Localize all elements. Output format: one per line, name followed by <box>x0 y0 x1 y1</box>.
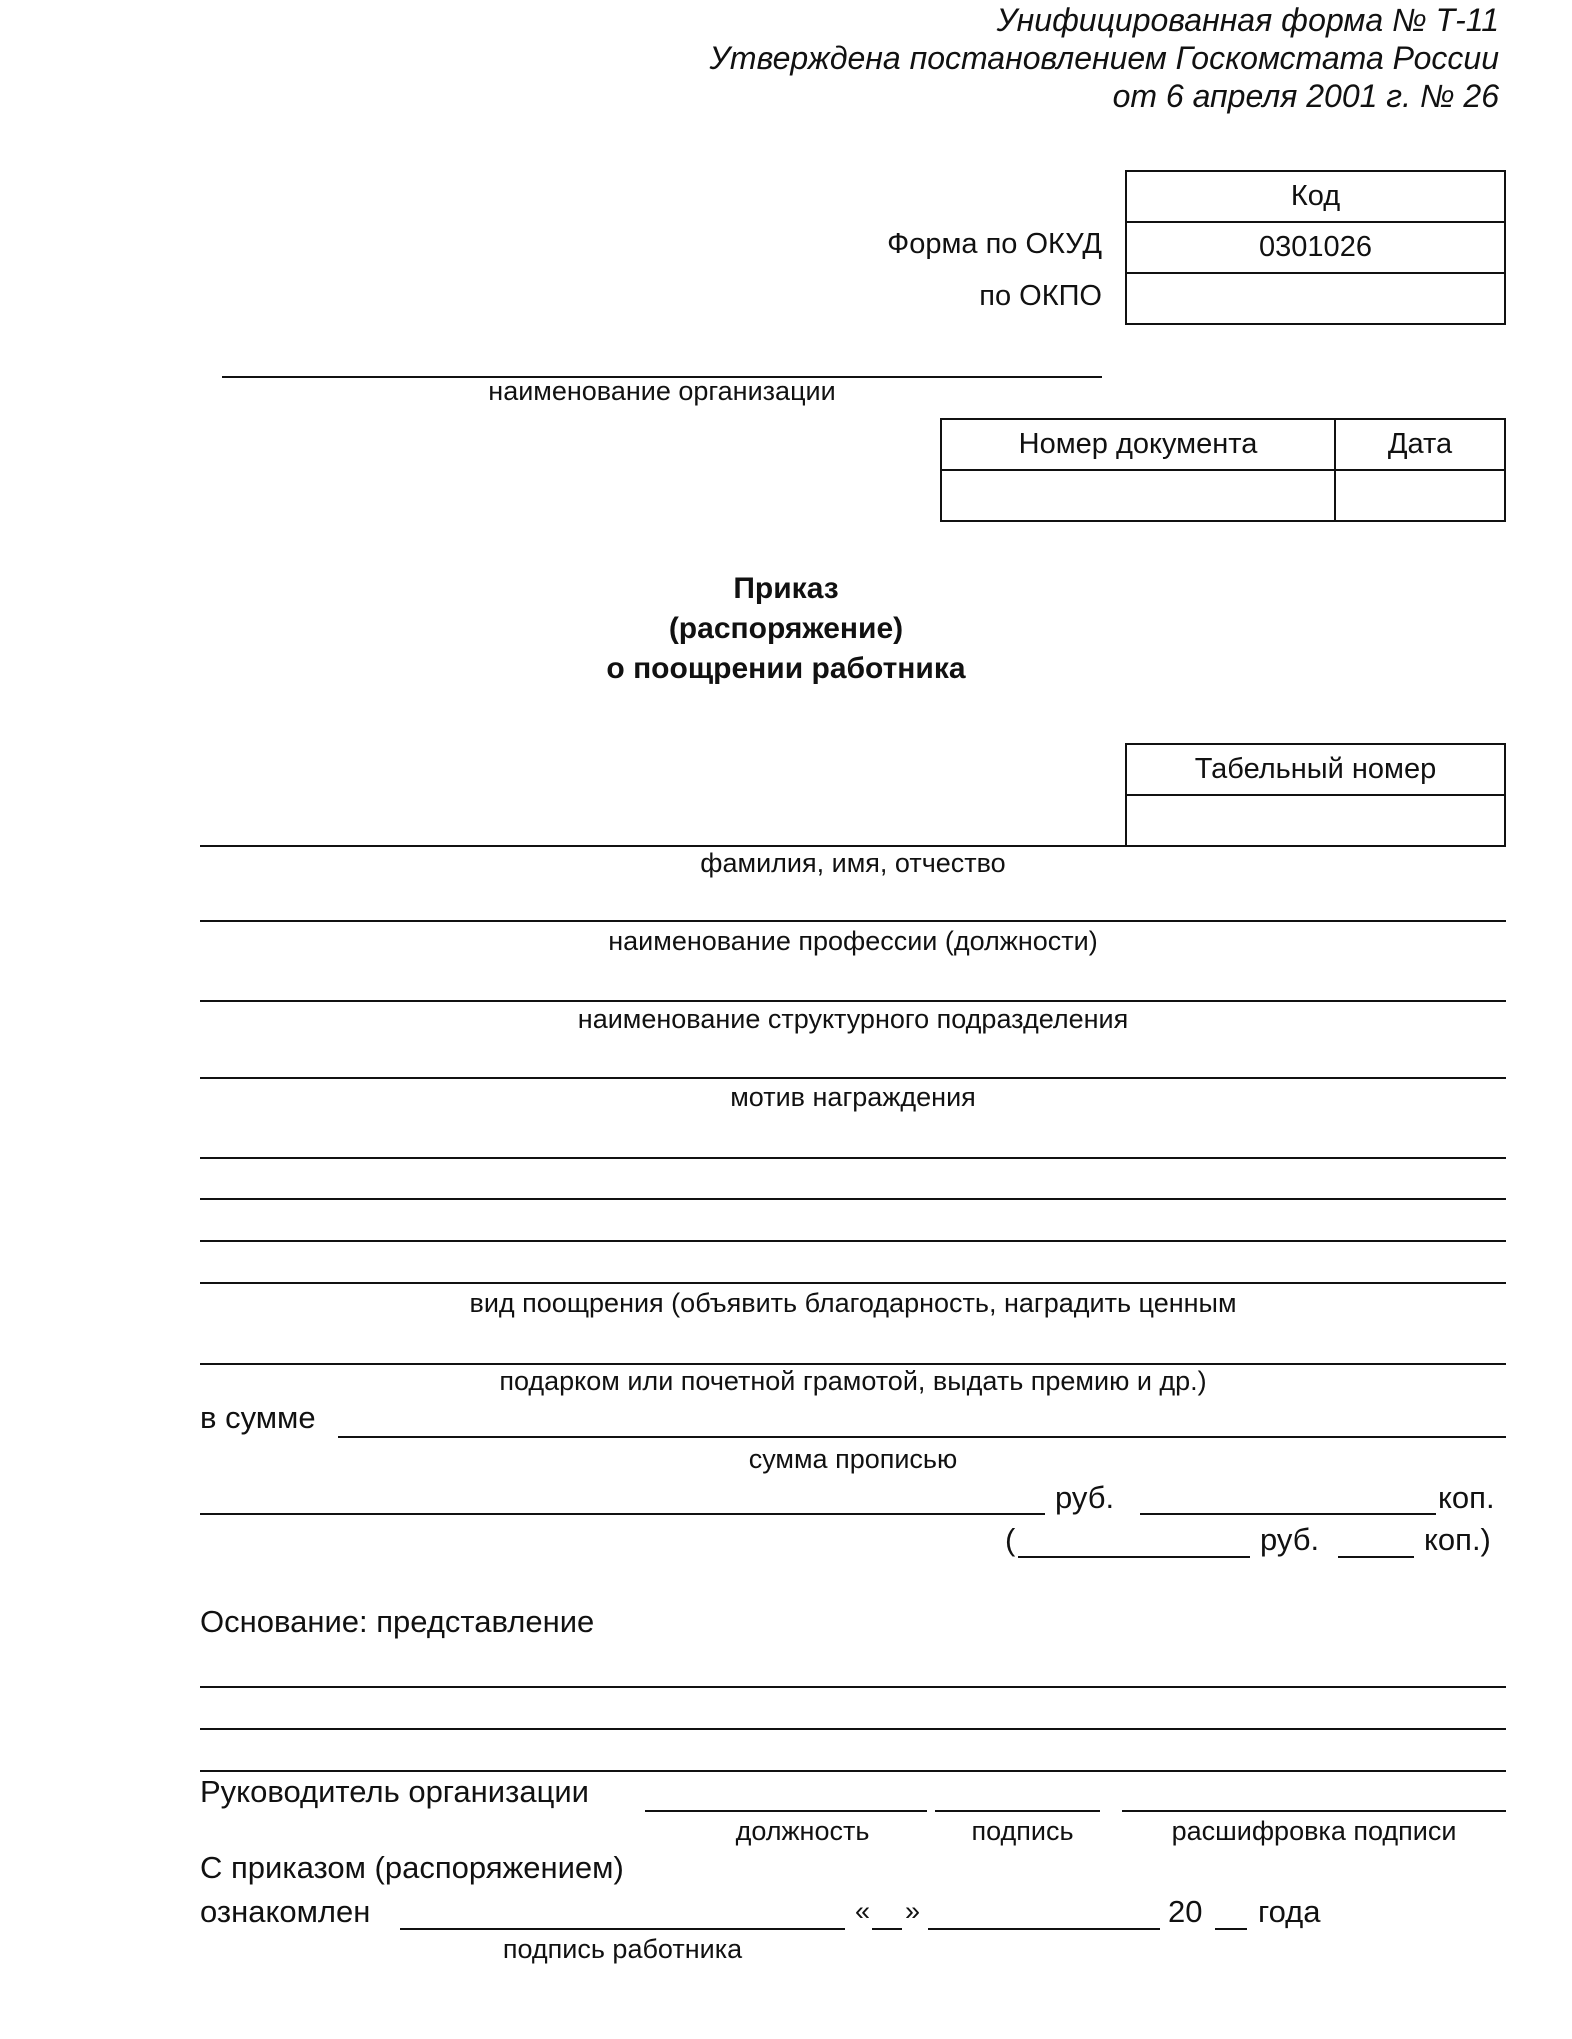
year-line[interactable] <box>1215 1928 1247 1930</box>
approval-date: от 6 апреля 2001 г. № 26 <box>1112 78 1499 114</box>
title-order: Приказ <box>733 572 839 605</box>
ack-line-1: С приказом (распоряжением) <box>200 1850 624 1885</box>
organization-caption: наименование организации <box>488 376 836 406</box>
sum-caption: сумма прописью <box>748 1444 958 1474</box>
rub-line[interactable] <box>200 1513 1045 1515</box>
document-date-value[interactable] <box>1335 470 1505 521</box>
tab-number-table <box>1125 743 1506 847</box>
employee-signature-line[interactable] <box>400 1928 845 1930</box>
document-table <box>940 418 1506 522</box>
kop-line[interactable] <box>1140 1513 1436 1515</box>
basis-line-3[interactable] <box>200 1770 1506 1772</box>
day-line[interactable] <box>872 1928 902 1930</box>
paren-rub-label: руб. <box>1260 1522 1320 1557</box>
rub-label: руб. <box>1055 1480 1115 1515</box>
profession-caption: наименование профессии (должности) <box>608 926 1098 956</box>
head-position-line[interactable] <box>645 1810 927 1812</box>
document-number-header: Номер документа <box>941 419 1335 470</box>
year-prefix: 20 <box>1168 1894 1203 1929</box>
basis-line-2[interactable] <box>200 1728 1506 1730</box>
head-signature-line[interactable] <box>935 1810 1100 1812</box>
head-decode-line[interactable] <box>1122 1810 1506 1812</box>
reward-type-caption-2: подарком или почетной грамотой, выдать премию и др.) <box>499 1366 1207 1396</box>
department-caption: наименование структурного подразделения <box>577 1004 1129 1034</box>
reward-line-4[interactable] <box>200 1282 1506 1284</box>
head-label: Руководитель организации <box>200 1774 589 1809</box>
motive-caption: мотив награждения <box>730 1082 976 1112</box>
approval-line: Утверждена постановлением Госкомстата России <box>709 40 1499 76</box>
okud-label: Форма по ОКУД <box>887 228 1102 260</box>
paren-open: ( <box>1005 1522 1016 1557</box>
quote-close: » <box>905 1896 921 1926</box>
month-line[interactable] <box>928 1928 1160 1930</box>
kop-label: коп. <box>1438 1480 1495 1515</box>
sum-line[interactable] <box>338 1436 1506 1438</box>
document-number-value[interactable] <box>941 470 1335 521</box>
ack-line-2: ознакомлен <box>200 1894 371 1929</box>
reward-line-2[interactable] <box>200 1198 1506 1200</box>
title-subject: о поощрении работника <box>606 652 966 685</box>
codes-header: Код <box>1126 171 1505 222</box>
department-line[interactable] <box>200 1000 1506 1002</box>
signature-caption: подпись <box>971 1816 1074 1846</box>
tab-number-header: Табельный номер <box>1126 744 1505 795</box>
okpo-value[interactable] <box>1126 273 1505 324</box>
paren-rub-line[interactable] <box>1018 1556 1250 1558</box>
form-number: Унифицированная форма № Т-11 <box>996 2 1499 38</box>
reward-line-3[interactable] <box>200 1240 1506 1242</box>
reward-type-caption-1: вид поощрения (объявить благодарность, наградить ценным <box>469 1288 1237 1318</box>
document-date-header: Дата <box>1335 419 1505 470</box>
tab-number-value[interactable] <box>1126 795 1505 846</box>
paren-kop-label: коп.) <box>1424 1522 1491 1557</box>
okpo-label: по ОКПО <box>979 280 1102 312</box>
profession-line[interactable] <box>200 920 1506 922</box>
reward-line-1[interactable] <box>200 1157 1506 1159</box>
okud-value[interactable]: 0301026 <box>1126 222 1505 273</box>
reward-line-5[interactable] <box>200 1363 1506 1365</box>
basis-line-1[interactable] <box>200 1686 1506 1688</box>
fio-caption: фамилия, имя, отчество <box>700 848 1006 878</box>
quote-open: « <box>855 1896 871 1926</box>
position-caption: должность <box>735 1816 870 1846</box>
codes-table <box>1125 170 1506 325</box>
motive-line[interactable] <box>200 1077 1506 1079</box>
paren-kop-line[interactable] <box>1338 1556 1414 1558</box>
employee-signature-caption: подпись работника <box>502 1934 743 1964</box>
basis-label: Основание: представление <box>200 1604 595 1639</box>
title-disposition: (распоряжение) <box>668 612 904 645</box>
sum-label: в сумме <box>200 1400 316 1435</box>
fio-line[interactable] <box>200 845 1126 847</box>
year-suffix: года <box>1258 1894 1321 1929</box>
decode-caption: расшифровка подписи <box>1171 1816 1457 1846</box>
